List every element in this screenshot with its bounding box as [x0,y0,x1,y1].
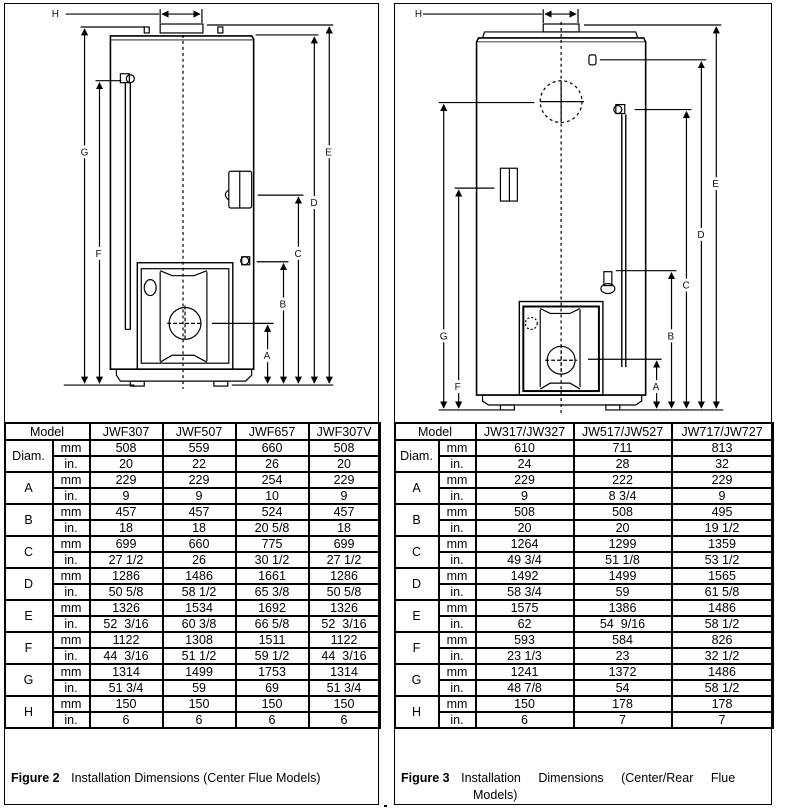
unit-in: in. [439,552,476,568]
cell-value: 60 3/8 [163,616,236,632]
unit-in: in. [439,584,476,600]
dim-label-a: A [652,382,660,394]
figure-label: Figure 3 [401,771,450,785]
dim-label-c: C [682,280,690,292]
cell-value: 24 [476,456,574,472]
cell-value: 1661 [236,568,309,584]
dim-label-d: D [697,229,705,241]
cell-value: 62 [476,616,574,632]
unit-in: in. [439,712,476,728]
table-row [5,632,380,648]
cell-value: 51 3/4 [90,680,163,696]
cell-value: 1486 [672,600,773,616]
cell-value: 54 9/16 [574,616,672,632]
cell-value: 8 3/4 [574,488,672,504]
cell-value: 1575 [476,600,574,616]
table-row [395,456,773,472]
dim-name: Diam. [5,440,53,472]
cell-value: 150 [163,696,236,712]
dim-name: Diam. [395,440,439,472]
table-row [5,616,380,632]
cell-value: 826 [672,632,773,648]
unit-mm: mm [439,696,476,712]
cell-value: 18 [90,520,163,536]
cell-value: 1286 [309,568,380,584]
cell-value: 229 [672,472,773,488]
unit-mm: mm [53,632,90,648]
table-row [5,440,380,456]
cell-value: 54 [574,680,672,696]
cell-value: 59 1/2 [236,648,309,664]
cell-value: 1486 [672,664,773,680]
cell-value: 26 [163,552,236,568]
dim-name: D [395,568,439,600]
cell-value: 1486 [163,568,236,584]
cell-value: 44 3/16 [90,648,163,664]
dim-name: F [395,632,439,664]
figure-2-dimensions-table [4,422,381,729]
unit-mm: mm [439,664,476,680]
unit-in: in. [439,680,476,696]
cell-value: 30 1/2 [236,552,309,568]
cell-value: 178 [574,696,672,712]
cell-value: 7 [672,712,773,728]
model-col-header: JW317/JW327 [476,423,574,440]
cell-value: 20 [574,520,672,536]
cell-value: 150 [90,696,163,712]
dim-name: B [395,504,439,536]
table-row [5,520,380,536]
unit-in: in. [53,584,90,600]
unit-mm: mm [53,568,90,584]
unit-in: in. [53,520,90,536]
cell-value: 660 [163,536,236,552]
table-row [395,488,773,504]
cell-value: 50 5/8 [90,584,163,600]
cell-value: 48 7/8 [476,680,574,696]
dim-name: G [5,664,53,696]
table-row [5,584,380,600]
dim-label-f: F [454,382,461,394]
unit-in: in. [53,648,90,664]
cell-value: 150 [476,696,574,712]
figure-3-panel [394,3,772,805]
table-row [395,472,773,488]
cell-value: 150 [309,696,380,712]
figure-2-panel [4,3,379,805]
unit-mm: mm [439,600,476,616]
cell-value: 508 [476,504,574,520]
dim-name: C [5,536,53,568]
table-header-row [395,423,773,440]
cell-value: 699 [309,536,380,552]
cell-value: 65 3/8 [236,584,309,600]
cell-value: 1314 [309,664,380,680]
unit-mm: mm [439,632,476,648]
cell-value: 9 [163,488,236,504]
figure-caption-text: Installation Dimensions (Center Flue Models) [71,771,321,785]
cell-value: 9 [672,488,773,504]
dim-label-a: A [263,351,271,363]
table-row [395,680,773,696]
figure-2-caption [11,770,321,787]
cell-value: 32 [672,456,773,472]
cell-value: 610 [476,440,574,456]
cell-value: 1326 [90,600,163,616]
dim-label-g: G [80,147,89,159]
cell-value: 1326 [309,600,380,616]
cell-value: 495 [672,504,773,520]
dim-label-f: F [95,248,102,260]
unit-in: in. [53,488,90,504]
dim-label-g: G [439,331,448,343]
cell-value: 20 [309,456,380,472]
cell-value: 1492 [476,568,574,584]
cell-value: 23 1/3 [476,648,574,664]
table-row [395,440,773,456]
dim-name: C [395,536,439,568]
cell-value: 20 [90,456,163,472]
unit-mm: mm [53,504,90,520]
cell-value: 6 [163,712,236,728]
dim-label-h: H [414,9,423,21]
cell-value: 1264 [476,536,574,552]
cell-value: 1499 [574,568,672,584]
cell-value: 1122 [90,632,163,648]
cell-value: 1286 [90,568,163,584]
cell-value: 20 [476,520,574,536]
cell-value: 58 1/2 [672,616,773,632]
water-heater-center-rear-flue-drawing [395,4,771,422]
cell-value: 53 1/2 [672,552,773,568]
dim-label-e: E [325,147,332,159]
unit-mm: mm [53,536,90,552]
dim-name: G [395,664,439,696]
table-row [395,600,773,616]
cell-value: 1565 [672,568,773,584]
cell-value: 9 [309,488,380,504]
dim-name: H [5,696,53,728]
cell-value: 1372 [574,664,672,680]
cell-value: 20 5/8 [236,520,309,536]
cell-value: 6 [90,712,163,728]
cell-value: 524 [236,504,309,520]
cell-value: 1499 [163,664,236,680]
table-row [395,648,773,664]
cell-value: 1692 [236,600,309,616]
cell-value: 49 3/4 [476,552,574,568]
cell-value: 813 [672,440,773,456]
cell-value: 7 [574,712,672,728]
table-row [395,616,773,632]
unit-mm: mm [53,600,90,616]
cell-value: 1241 [476,664,574,680]
cell-value: 26 [236,456,309,472]
dim-label-b: B [279,299,287,311]
unit-in: in. [53,616,90,632]
unit-mm: mm [439,440,476,456]
model-col-header: JW717/JW727 [672,423,773,440]
dim-label-b: B [667,331,675,343]
cell-value: 457 [309,504,380,520]
unit-mm: mm [53,664,90,680]
dim-name: D [5,568,53,600]
table-row [395,584,773,600]
figure-3-caption [401,770,765,804]
cell-value: 52 3/16 [309,616,380,632]
unit-mm: mm [439,472,476,488]
figure-2-diagram [5,4,378,422]
dim-name: B [5,504,53,536]
cell-value: 51 3/4 [309,680,380,696]
cell-value: 66 5/8 [236,616,309,632]
unit-in: in. [439,648,476,664]
table-row [5,504,380,520]
cell-value: 61 5/8 [672,584,773,600]
unit-mm: mm [439,568,476,584]
cell-value: 1314 [90,664,163,680]
unit-mm: mm [53,696,90,712]
cell-value: 457 [90,504,163,520]
cell-value: 222 [574,472,672,488]
dim-name: E [395,600,439,632]
table-row [5,552,380,568]
cell-value: 22 [163,456,236,472]
unit-in: in. [53,680,90,696]
cell-value: 1534 [163,600,236,616]
cell-value: 52 3/16 [90,616,163,632]
table-row [5,696,380,712]
cell-value: 1511 [236,632,309,648]
table-row [5,456,380,472]
cell-value: 508 [574,504,672,520]
dim-label-d: D [310,198,318,210]
cell-value: 6 [309,712,380,728]
dim-name: E [5,600,53,632]
table-row [5,712,380,728]
dim-name: A [5,472,53,504]
dim-name: H [395,696,439,728]
cell-value: 711 [574,440,672,456]
cell-value: 44 3/16 [309,648,380,664]
unit-in: in. [439,616,476,632]
cell-value: 50 5/8 [309,584,380,600]
table-row [5,568,380,584]
table-row [5,536,380,552]
model-col-header: JWF307 [90,423,163,440]
unit-in: in. [439,520,476,536]
dim-name: A [395,472,439,504]
unit-mm: mm [439,536,476,552]
cell-value: 699 [90,536,163,552]
cell-value: 508 [90,440,163,456]
figure-label: Figure 2 [11,771,60,785]
cell-value: 59 [163,680,236,696]
figure-caption-text: Installation Dimensions (Center/Rear Flue [461,771,736,785]
cell-value: 51 1/8 [574,552,672,568]
model-col-header: JWF507 [163,423,236,440]
cell-value: 229 [476,472,574,488]
cell-value: 584 [574,632,672,648]
cell-value: 508 [309,440,380,456]
table-row [395,520,773,536]
cell-value: 254 [236,472,309,488]
cell-value: 10 [236,488,309,504]
dim-label-e: E [712,179,719,191]
dim-label-c: C [294,248,302,260]
cell-value: 660 [236,440,309,456]
table-header-row [5,423,380,440]
cell-value: 457 [163,504,236,520]
cell-value: 23 [574,648,672,664]
figure-3-diagram [395,4,771,422]
cell-value: 1299 [574,536,672,552]
cell-value: 593 [476,632,574,648]
cell-value: 229 [309,472,380,488]
model-col-header: JWF307V [309,423,380,440]
cell-value: 6 [476,712,574,728]
cell-value: 58 1/2 [163,584,236,600]
cell-value: 28 [574,456,672,472]
cell-value: 178 [672,696,773,712]
table-row [395,552,773,568]
cell-value: 69 [236,680,309,696]
cell-value: 229 [90,472,163,488]
cell-value: 1359 [672,536,773,552]
cell-value: 6 [236,712,309,728]
cell-value: 51 1/2 [163,648,236,664]
cell-value: 18 [163,520,236,536]
cell-value: 9 [476,488,574,504]
cell-value: 19 1/2 [672,520,773,536]
table-row [395,632,773,648]
cell-value: 59 [574,584,672,600]
unit-mm: mm [53,440,90,456]
cell-value: 775 [236,536,309,552]
cell-value: 18 [309,520,380,536]
model-col-header: JW517/JW527 [574,423,672,440]
table-row [5,600,380,616]
table-row [395,712,773,728]
figure-caption-text-line2: Models) [473,788,518,802]
cell-value: 58 1/2 [672,680,773,696]
model-header: Model [5,423,90,440]
unit-in: in. [53,552,90,568]
water-heater-center-flue-drawing [5,4,378,422]
table-row [395,696,773,712]
unit-in: in. [53,712,90,728]
table-row [395,536,773,552]
page-mark [384,805,387,807]
table-row [5,488,380,504]
table-row [5,648,380,664]
cell-value: 58 3/4 [476,584,574,600]
table-row [395,568,773,584]
dim-label-h: H [51,9,59,21]
cell-value: 9 [90,488,163,504]
model-header: Model [395,423,476,440]
cell-value: 1386 [574,600,672,616]
cell-value: 229 [163,472,236,488]
cell-value: 27 1/2 [90,552,163,568]
table-row [395,664,773,680]
unit-mm: mm [53,472,90,488]
table-row [5,472,380,488]
cell-value: 1308 [163,632,236,648]
unit-mm: mm [439,504,476,520]
cell-value: 27 1/2 [309,552,380,568]
unit-in: in. [439,488,476,504]
cell-value: 1753 [236,664,309,680]
cell-value: 559 [163,440,236,456]
table-row [395,504,773,520]
figure-3-dimensions-table [394,422,774,729]
cell-value: 1122 [309,632,380,648]
table-row [5,664,380,680]
unit-in: in. [439,456,476,472]
cell-value: 32 1/2 [672,648,773,664]
unit-in: in. [53,456,90,472]
model-col-header: JWF657 [236,423,309,440]
dim-name: F [5,632,53,664]
cell-value: 150 [236,696,309,712]
table-row [5,680,380,696]
